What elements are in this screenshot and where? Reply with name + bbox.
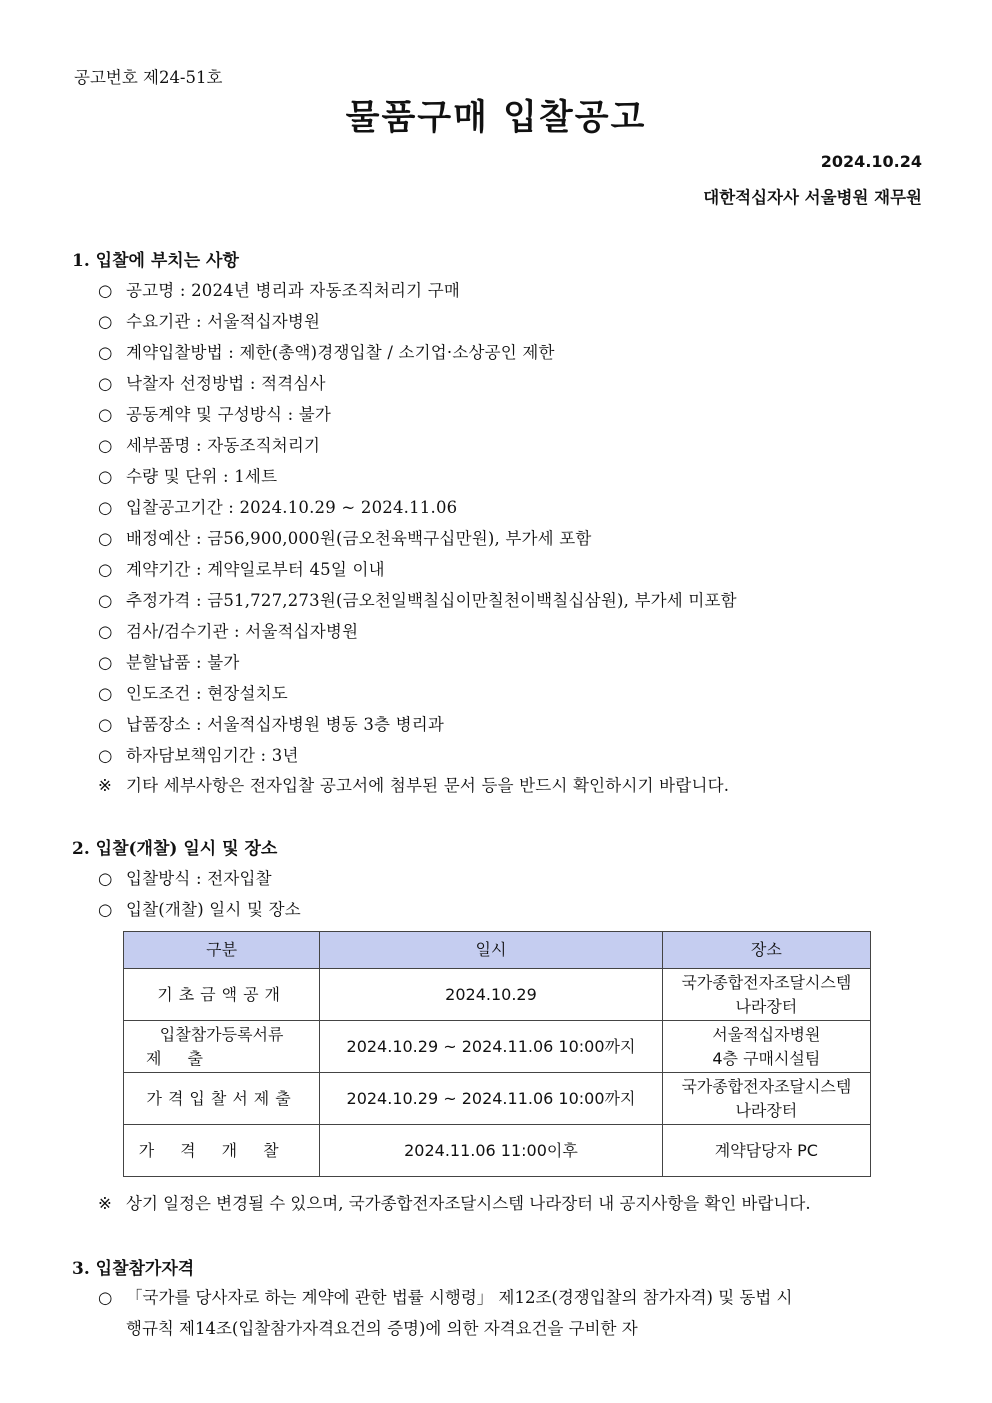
bullet: ○ [98, 1288, 113, 1307]
bullet: ○ [98, 653, 113, 672]
bullet: ○ [98, 746, 113, 765]
list-item [98, 525, 592, 549]
list-item [98, 494, 457, 518]
table-row [124, 1021, 871, 1073]
header-place: 장소 [662, 932, 870, 969]
list-item [98, 649, 239, 673]
bullet: ○ [98, 467, 113, 486]
bullet: ○ [98, 281, 113, 300]
section-2-note [98, 1190, 811, 1214]
schedule-table [123, 931, 871, 1177]
row-datetime: 2024.11.06 11:00이후 [320, 1125, 662, 1177]
header-category: 구분 [124, 932, 320, 969]
bullet: ○ [98, 684, 113, 703]
list-item-text: 인도조건 : 현장설치도 [126, 684, 288, 703]
list-item-text: 추정가격 : 금51,727,273원(금오천일백칠십이만칠천이백칠십삼원), 부가세 미포함 [126, 591, 737, 610]
row-place: 국가종합전자조달시스템 나라장터 [662, 969, 870, 1021]
row-label: 기초금액공개 [124, 969, 320, 1021]
section-3-text: ○ 「국가를 당사자로 하는 계약에 관한 법률 시행령」 제12조(경쟁입찰의 참가자격) 및 동법 시 행규칙 제14조(입찰참가자격요건의 증명)에 의한 자격요건을 구비한 자 [98, 1282, 920, 1344]
row-place: 국가종합전자조달시스템 나라장터 [662, 1073, 870, 1125]
list-item-text: 세부품명 : 자동조직처리기 [126, 436, 321, 455]
list-item-text: 계약기간 : 계약일로부터 45일 이내 [126, 560, 385, 579]
section-2-title: 2. 입찰(개찰) 일시 및 장소 [72, 839, 278, 859]
bullet: ○ [98, 529, 113, 548]
bullet: ○ [98, 560, 113, 579]
list-item-text: 납품장소 : 서울적십자병원 병동 3층 병리과 [126, 715, 445, 734]
row-datetime: 2024.10.29 [320, 969, 662, 1021]
list-item [98, 587, 737, 611]
list-item-text: 수요기관 : 서울적십자병원 [126, 312, 321, 331]
row-place: 서울적십자병원 4층 구매시설팀 [662, 1021, 870, 1073]
row-datetime: 2024.10.29 ~ 2024.11.06 10:00까지 [320, 1021, 662, 1073]
list-item-text: 계약입찰방법 : 제한(총액)경쟁입찰 / 소기업·소상공인 제한 [126, 343, 555, 362]
row-label: 가격입찰서제출 [124, 1073, 320, 1125]
list-item [98, 556, 385, 580]
list-item [98, 742, 299, 766]
bullet: ○ [98, 436, 113, 455]
note-mark: ※ [98, 776, 113, 795]
section-1-note [98, 772, 729, 796]
bullet: ○ [98, 900, 113, 919]
header-datetime: 일시 [320, 932, 662, 969]
bullet: ○ [98, 591, 113, 610]
list-item-text: 공고명 : 2024년 병리과 자동조직처리기 구매 [126, 281, 460, 300]
page-title: 물품구매 입찰공고 [345, 98, 647, 138]
list-item-text: 공동계약 및 구성방식 : 불가 [126, 405, 332, 424]
note-mark: ※ [98, 1194, 112, 1213]
bullet: ○ [98, 622, 113, 641]
section-1-title: 1. 입찰에 부치는 사항 [72, 251, 239, 271]
table-row [124, 969, 871, 1021]
list-item-text: 검사/검수기관 : 서울적십자병원 [126, 622, 359, 641]
list-item-text: 입찰공고기간 : 2024.10.29 ~ 2024.11.06 [126, 498, 458, 517]
list-item [98, 339, 555, 363]
list-item [98, 277, 460, 301]
list-item-text: 낙찰자 선정방법 : 적격심사 [126, 374, 326, 393]
notice-date: 2024.10.24 [820, 152, 922, 171]
list-item-text: 수량 및 단위 : 1세트 [126, 467, 278, 486]
note-text: 상기 일정은 변경될 수 있으며, 국가종합전자조달시스템 나라장터 내 공지사항을 확인 바랍니다. [126, 1194, 811, 1213]
list-item: ○ 입찰(개찰) 일시 및 장소 [98, 900, 301, 919]
list-item [98, 432, 320, 456]
list-item [98, 463, 277, 487]
row-datetime: 2024.10.29 ~ 2024.11.06 10:00까지 [320, 1073, 662, 1125]
row-label: 입찰참가등록서류 제출 [124, 1021, 320, 1073]
section-3-title: 3. 입찰참가자격 [72, 1259, 195, 1279]
table-row [124, 1073, 871, 1125]
list-item [98, 401, 331, 425]
list-item [98, 308, 320, 332]
list-item [98, 370, 326, 394]
table-header-row [124, 932, 871, 969]
note-text: 기타 세부사항은 전자입찰 공고서에 첨부된 문서 등을 반드시 확인하시기 바랍니다. [126, 776, 730, 795]
row-place: 계약담당자 PC [662, 1125, 870, 1177]
bullet: ○ [98, 405, 113, 424]
bullet: ○ [98, 374, 113, 393]
notice-number: 공고번호 제24-51호 [74, 68, 223, 87]
table-row [124, 1125, 871, 1177]
issuing-org: 대한적십자사 서울병원 재무원 [703, 188, 922, 207]
bullet: ○ [98, 343, 113, 362]
bullet: ○ [98, 715, 113, 734]
list-item [98, 711, 444, 735]
bullet: ○ [98, 498, 113, 517]
list-item [98, 618, 358, 642]
list-item: ○ 입찰방식 : 전자입찰 [98, 869, 272, 888]
row-label: 가격개찰 [124, 1125, 320, 1177]
bullet: ○ [98, 312, 113, 331]
list-item-text: 배정예산 : 금56,900,000원(금오천육백구십만원), 부가세 포함 [126, 529, 592, 548]
list-item-text: 분할납품 : 불가 [126, 653, 240, 672]
bullet: ○ [98, 869, 113, 888]
list-item [98, 680, 288, 704]
list-item-text: 하자담보책임기간 : 3년 [126, 746, 299, 765]
